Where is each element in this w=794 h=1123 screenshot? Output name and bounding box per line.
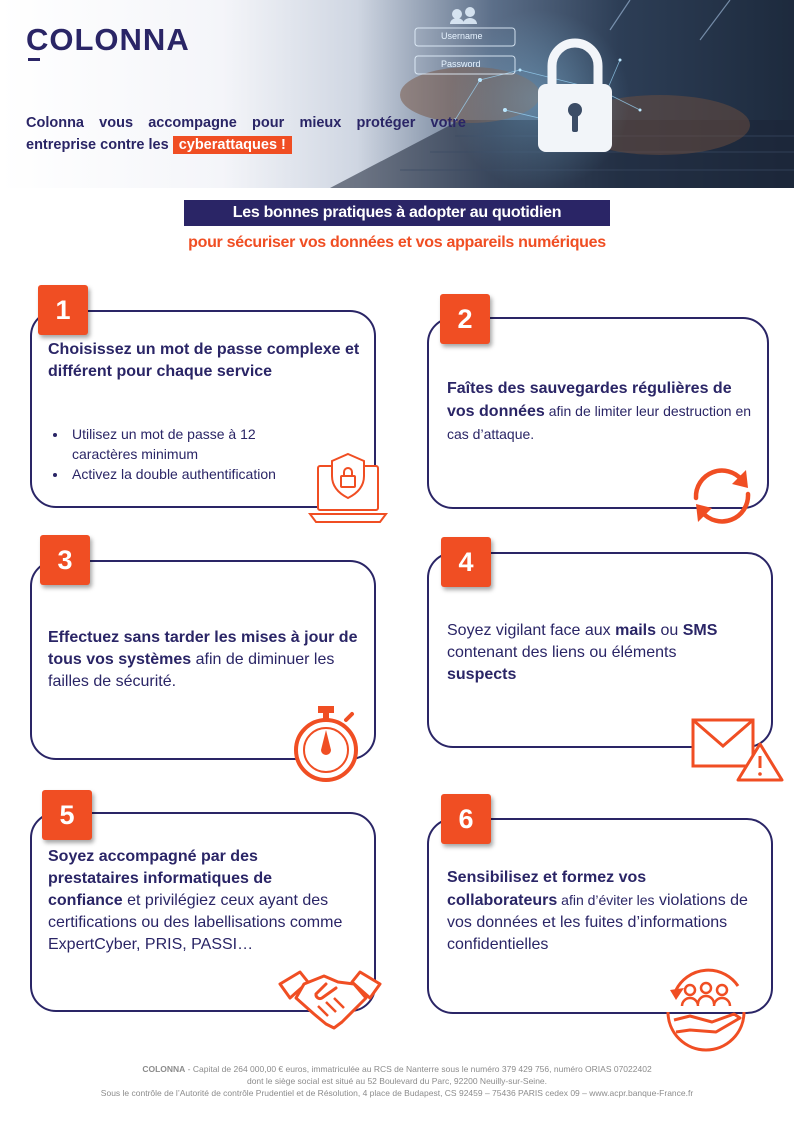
tip-1-bullets <box>48 424 308 484</box>
tip-5-text <box>48 846 348 956</box>
tip-5-normal: et privilégiez ceux ayant des certifications ou des labellisations comme ExpertCyber, PRIS, PASSI… <box>48 892 343 953</box>
hero-banner <box>0 0 794 188</box>
tip-3-bold: Effectuez sans tarder les mises à jour de tous vos systèmes <box>48 629 358 668</box>
tip-6-text <box>447 867 752 956</box>
tip-4-mails: mails <box>615 622 657 639</box>
footer-line-1 <box>0 1063 794 1075</box>
tip-5-bold: Soyez accompagné par des prestataires informatiques de confiance <box>48 848 273 909</box>
page-title: Les bonnes pratiques à adopter au quotidien <box>184 200 610 226</box>
tip-1-bullet-2: • Activez la double authentification <box>68 464 308 484</box>
tip-4-part-3: contenant des liens ou éléments <box>447 644 677 661</box>
tip-6-bold: Sensibilisez et formez vos collaborateurs <box>447 869 647 909</box>
tip-number-4: 4 <box>441 537 491 587</box>
stopwatch-icon <box>290 704 362 784</box>
tip-number-1: 1 <box>38 285 88 335</box>
tip-2-small: afin de limiter leur destruction en cas d’attaque. <box>447 403 752 442</box>
tip-number-2: 2 <box>440 294 490 344</box>
laptop-shield-lock-icon <box>308 452 388 528</box>
footer-line-2: dont le siège social est situé au 52 Boulevard du Parc, 92200 Neuilly-sur-Seine. <box>246 1076 548 1086</box>
tip-1-title: Choisissez un mot de passe complexe et différent pour chaque service <box>48 341 360 380</box>
logo-underline <box>28 58 40 61</box>
tip-3-text <box>48 627 366 693</box>
footer-line-1-text: - Capital de 264 000,00 € euros, immatriculée au RCS de Nanterre sous le numéro 379 429 756, numéro ORIAS 07022402 <box>185 1064 652 1074</box>
hero-username-label: Username <box>441 31 483 41</box>
handshake-icon <box>278 962 382 1036</box>
legal-footer <box>0 1063 794 1099</box>
brand-logo: COLONNA <box>26 22 190 57</box>
tip-4-part-2: ou <box>656 622 683 639</box>
envelope-warning-icon <box>690 714 786 784</box>
tip-2-text <box>447 378 762 446</box>
page-subtitle: pour sécuriser vos données et vos appareils numériques <box>188 234 606 251</box>
tip-6-normal: violations de vos données et les fuites d’informations confidentielles <box>447 892 748 953</box>
hero-password-label: Password <box>441 59 481 69</box>
tip-1-bullet-1: • Utilisez un mot de passe à 12 caractères minimum <box>68 424 308 464</box>
tagline-text: Colonna vous accompagne pour mieux protéger votre entreprise contre les <box>26 115 466 153</box>
tagline-highlight: cyberattaques ! <box>173 136 292 154</box>
tip-4-sms: SMS <box>682 622 718 639</box>
tip-number-6: 6 <box>441 794 491 844</box>
tagline <box>26 112 466 156</box>
tip-3-normal: afin de diminuer les failles de sécurité. <box>48 651 335 690</box>
footer-company: COLONNA <box>142 1064 186 1074</box>
team-hand-icon <box>660 960 752 1052</box>
tip-4-part-1: Soyez vigilant face aux <box>447 622 616 639</box>
footer-line-3: Sous le contrôle de l’Autorité de contrôle Prudentiel et de Résolution, 4 place de Budapest, CS 92459 – 75436 PARIS cedex 09 – www.acpr.banque-France.fr <box>100 1088 694 1098</box>
sync-arrows-icon <box>684 460 760 532</box>
tip-6-small: afin d’éviter les <box>557 892 655 908</box>
tip-number-3: 3 <box>40 535 90 585</box>
tip-2-bold: Faîtes des sauvegardes régulières de vos données <box>447 380 732 420</box>
tip-4-text <box>447 620 747 686</box>
tip-number-5: 5 <box>42 790 92 840</box>
tip-4-suspects: suspects <box>447 666 517 683</box>
